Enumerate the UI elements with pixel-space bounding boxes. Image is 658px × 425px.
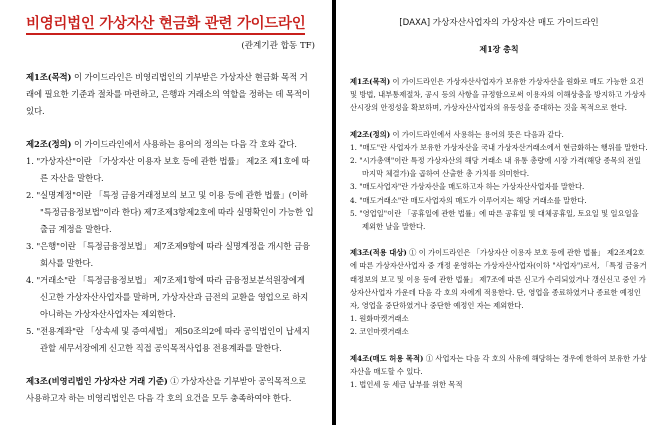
left-article-2-text: 이 가이드라인에서 사용하는 용어의 정의는 다음 각 호와 같다.: [71, 139, 297, 149]
right-article-2-item: 2. "시가총액"이란 특정 가상자산의 해당 거래소 내 유통 총량에 시장 가격(해당 종목의 전일 마지막 체결가)을 곱하여 산출한 총 가치를 의미한다.: [350, 156, 642, 179]
right-article-3-item: 1. 원화마켓거래소: [350, 314, 409, 324]
right-document-title: [DAXA] 가상자산사업자의 가상자산 매도 가이드라인: [399, 18, 599, 28]
left-article-1-text: 이 가이드라인은 비영리법인의 기부받은 가상자산 현금화 목적 거래에 필요한 기준과 절차를 마련하고, 은행과 거래소의 역할을 정하는 데 목적이 있다.: [26, 72, 310, 116]
right-article-2-item: 4. "매도거래소"란 매도사업자의 매도가 이루어지는 해당 거래소를 말한다.: [350, 195, 587, 205]
right-article-3-text: ① 이 가이드라인은 「가상자산 이용자 보호 등에 관한 법률」 제2조제2호에 따른 가상자산사업자 중 개정 운영하는 가상자산사업자(이하 "사업자")로서, 「특정 금융거래정보의 보고 및 이용 등에 관한 법률」 제7조에 따른 신고가 수리되었거나 갱신신고 중인 가상자산사업자 가운데 다음 각 호의 자에게 적용한다. 단, 영업을 종료하였거나 종료한 예정인 자, 영업을 중단하였거나 중단한 예정인 자는 제외한다.: [350, 248, 647, 311]
left-article-3-heading: 제3조(비영리법인 가상자산 거래 기준): [26, 376, 168, 386]
right-article-4-item: 1. 법인세 등 세금 납부를 위한 목적: [350, 380, 463, 390]
left-article-2: [26, 136, 315, 153]
right-article-4: [350, 352, 648, 378]
page-divider: [332, 0, 336, 425]
right-article-1: [350, 75, 648, 115]
left-article-2-item: 3. "은행"이란 「특정금융정보법」 제7조제9항에 따라 실명계정을 개시한 금융회사를 말한다.: [26, 241, 310, 268]
right-article-3: [350, 246, 648, 312]
left-document-title: 비영리법인 가상자산 현금화 관련 가이드라인: [26, 12, 315, 33]
left-article-3: [26, 373, 315, 407]
right-article-1-text: 이 가이드라인은 가상자산사업자가 보유한 가상자산을 원화로 매도 가능한 요건 및 방법, 내부통제절차, 공시 등의 사항을 규정함으로써 이용자의 이해상충을 방지하고 가상자산시장의 안정성을 확보하며, 가상자산사업자의 유동성을 증대하는 것을 목적으로 한다.: [350, 77, 646, 113]
left-article-2-heading: 제2조(정의): [26, 139, 72, 149]
right-article-1-heading: 제1조(목적): [350, 77, 391, 86]
right-article-3-item: 2. 코인마켓거래소: [350, 327, 409, 337]
left-article-2-item: 4. "거래소"란 「특정금융정보법」 제7조제1항에 따라 금융정보분석원장에게 신고한 가상자산사업자를 말하며, 가상자산과 금전의 교환을 영업으로 하지 아니하는 가상자산사업자는 제외한다.: [26, 275, 309, 319]
right-article-4-text: ① 사업자는 다음 각 호의 사유에 해당하는 경우에 한하여 보유한 가상자산을 매도할 수 있다.: [350, 353, 647, 376]
left-article-2-item: 2. "실명계정"이란 「특정 금융거래정보의 보고 및 이용 등에 관한 법률」(이하 "특정금융정보법"이라 한다) 제7조제3항제2호에 따라 실명확인이 가능한 입출금 계정을 말한다.: [26, 190, 314, 234]
right-article-4-heading: 제4조(매도 허용 목적): [350, 353, 424, 363]
left-article-2-item: 5. "전용계좌"란 「상속세 및 증여세법」 제50조의2에 따라 공익법인이 납세지 관할 세무서장에게 신고한 직접 공익목적사업용 전용계좌를 말한다.: [26, 326, 310, 353]
right-article-3-heading: 제3조(적용 대상): [350, 248, 407, 258]
right-chapter-heading: 제1장 총칙: [479, 44, 519, 54]
right-article-2-text: 이 가이드라인에서 사용하는 용어의 뜻은 다음과 같다.: [390, 129, 564, 139]
right-article-2: [350, 128, 648, 141]
right-article-2-item: 3. "매도사업자"란 가상자산을 매도하고자 하는 가상자산사업자를 말한다.: [350, 182, 585, 192]
left-article-1: [26, 69, 315, 120]
left-document-subtitle: (관계기관 합동 TF): [241, 41, 315, 51]
right-article-2-item: 1. "매도"란 사업자가 보유한 가상자산을 국내 가상자산거래소에서 현금화하는 행위를 말한다.: [350, 142, 648, 152]
left-article-2-item: 1. "가상자산"이란 「가상자산 이용자 보호 등에 관한 법률」 제2조 제1호에 따른 자산을 말한다.: [26, 156, 310, 183]
left-article-3-text: ① 가상자산을 기부받아 공익목적으로 사용하고자 하는 비영리법인은 다음 각 호의 요건을 모두 충족하여야 한다.: [26, 376, 307, 403]
right-document-page: [338, 0, 658, 425]
left-article-1-heading: 제1조(목적): [26, 72, 72, 82]
right-article-2-item: 5. "영업일"이란 「공휴일에 관한 법률」에 따른 공휴일 및 대체공휴일, 토요일 및 일요일을 제외한 날을 말한다.: [350, 208, 639, 232]
right-article-2-heading: 제2조(정의): [350, 129, 391, 139]
